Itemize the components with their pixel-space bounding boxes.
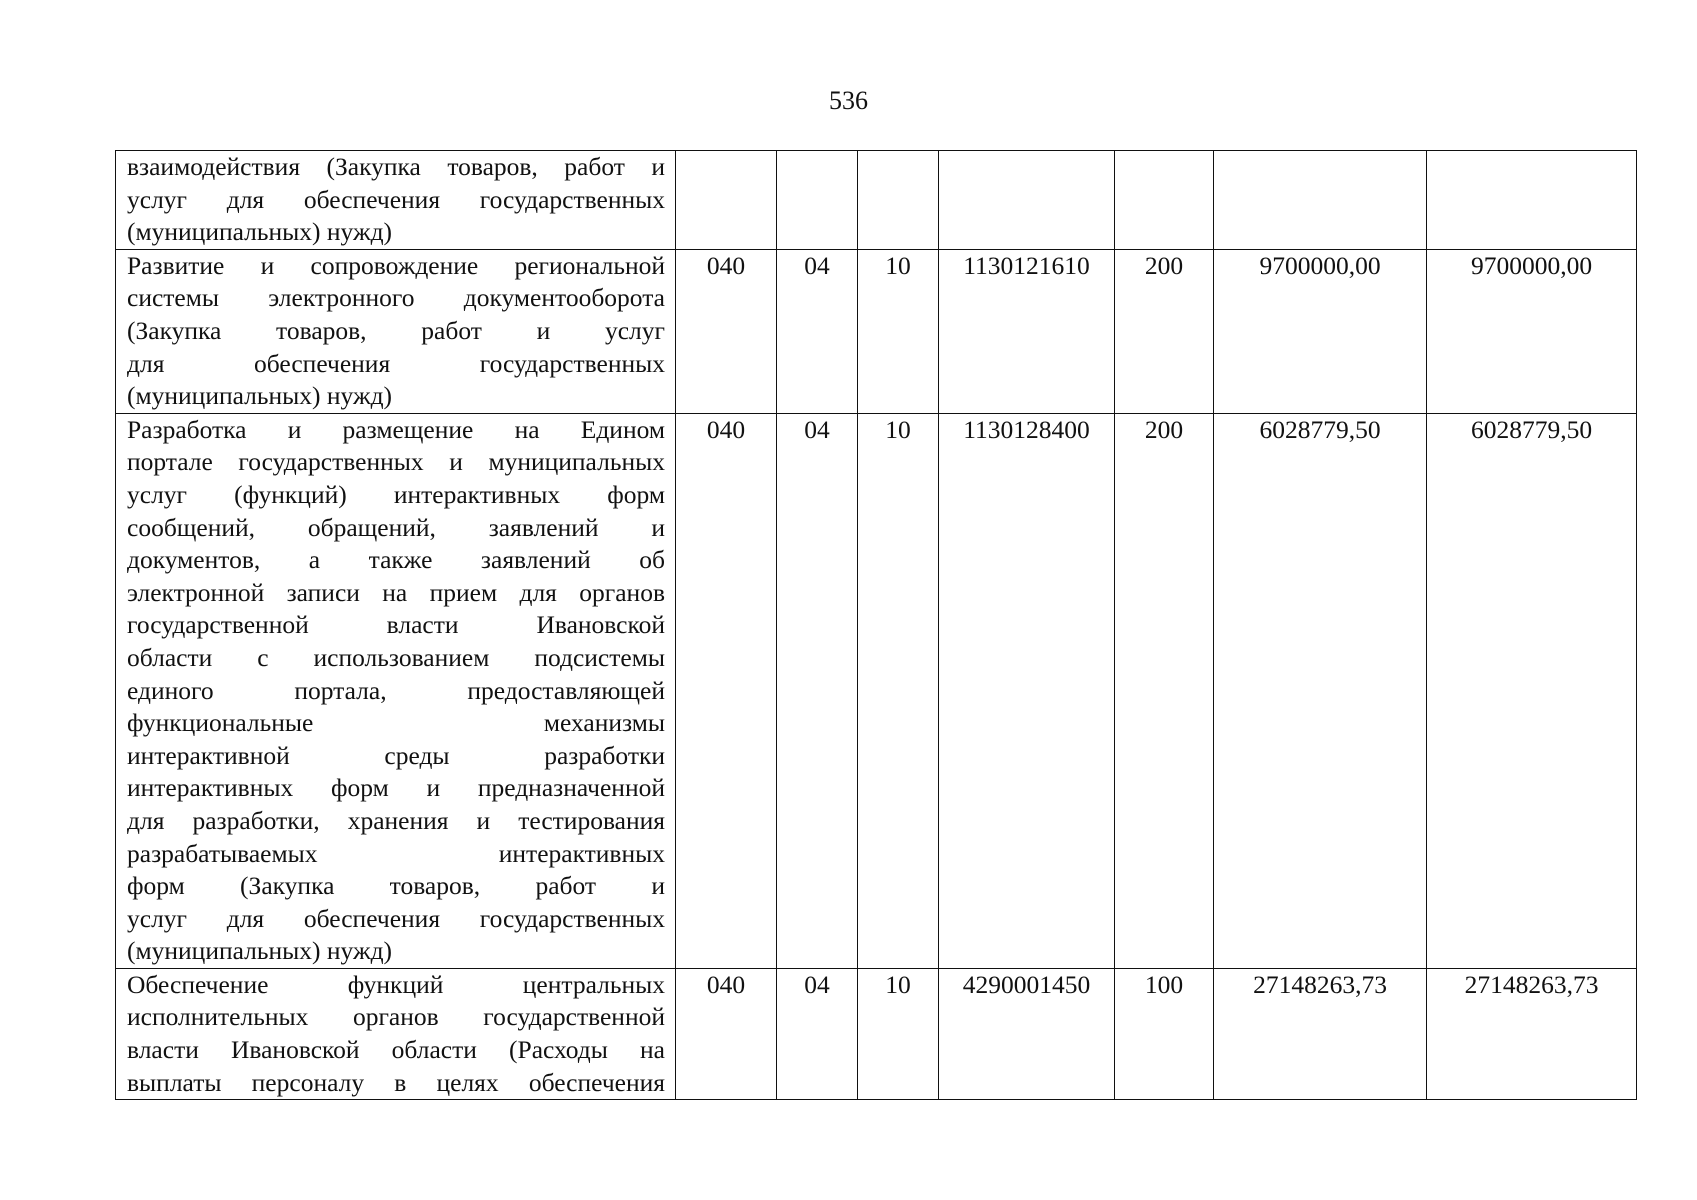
- description-line: системы электронного документооборота: [127, 283, 665, 313]
- page-number: 536: [829, 86, 868, 115]
- cell-subsection: [858, 151, 939, 250]
- description-line: портале государственных и муниципальных: [127, 447, 665, 477]
- budget-table: [115, 150, 1637, 1100]
- description-line: исполнительных органов государственной: [127, 1002, 665, 1032]
- description-line: власти Ивановской области (Расходы на: [127, 1035, 665, 1065]
- cell-code-admin: 040: [676, 413, 777, 968]
- description-line: (муниципальных) нужд): [127, 936, 393, 966]
- table-row: [116, 151, 1637, 250]
- cell-code-admin: [676, 151, 777, 250]
- description-line: разрабатываемых интерактивных: [127, 838, 665, 868]
- cell-amount-2: 6028779,50: [1427, 413, 1637, 968]
- description-line: Разработка и размещение на Едином: [127, 414, 665, 444]
- cell-expense-type: 100: [1115, 968, 1214, 1099]
- cell-code-admin: 040: [676, 968, 777, 1099]
- cell-target-article: 4290001450: [939, 968, 1115, 1099]
- cell-amount-1: 27148263,73: [1214, 968, 1427, 1099]
- cell-description: [116, 413, 676, 968]
- table-row: [116, 968, 1637, 1099]
- description-line: для обеспечения государственных: [127, 348, 665, 378]
- cell-amount-1: 9700000,00: [1214, 249, 1427, 413]
- description-line: услуг для обеспечения государственных: [127, 184, 665, 214]
- description-line: документов, а также заявлений об: [127, 545, 665, 575]
- description-line: (Закупка товаров, работ и услуг: [127, 315, 665, 345]
- cell-expense-type: 200: [1115, 413, 1214, 968]
- cell-code-admin: 040: [676, 249, 777, 413]
- description-line: интерактивной среды разработки: [127, 740, 665, 770]
- cell-section: [777, 151, 858, 250]
- description-line: для разработки, хранения и тестирования: [127, 805, 665, 835]
- cell-amount-2: [1427, 151, 1637, 250]
- cell-expense-type: 200: [1115, 249, 1214, 413]
- description-line: электронной записи на прием для органов: [127, 577, 665, 607]
- cell-section: 04: [777, 413, 858, 968]
- table-body: [116, 151, 1637, 1100]
- cell-amount-2: 9700000,00: [1427, 249, 1637, 413]
- cell-subsection: 10: [858, 968, 939, 1099]
- cell-expense-type: [1115, 151, 1214, 250]
- table-row: [116, 249, 1637, 413]
- cell-amount-2: 27148263,73: [1427, 968, 1637, 1099]
- cell-description: [116, 968, 676, 1099]
- table-row: [116, 413, 1637, 968]
- description-line: сообщений, обращений, заявлений и: [127, 512, 665, 542]
- description-line: (муниципальных) нужд): [127, 217, 393, 247]
- cell-section: 04: [777, 968, 858, 1099]
- description-line: услуг для обеспечения государственных: [127, 903, 665, 933]
- description-line: (муниципальных) нужд): [127, 381, 393, 411]
- description-line: единого портала, предоставляющей: [127, 675, 665, 705]
- description-line: интерактивных форм и предназначенной: [127, 773, 665, 803]
- description-line: Развитие и сопровождение региональной: [127, 250, 665, 280]
- description-line: выплаты персоналу в целях обеспечения: [127, 1067, 665, 1097]
- description-line: государственной власти Ивановской: [127, 610, 665, 640]
- cell-subsection: 10: [858, 249, 939, 413]
- description-line: услуг (функций) интерактивных форм: [127, 479, 665, 509]
- description-line: функциональные механизмы: [127, 708, 665, 738]
- cell-section: 04: [777, 249, 858, 413]
- description-line: форм (Закупка товаров, работ и: [127, 871, 665, 901]
- cell-subsection: 10: [858, 413, 939, 968]
- cell-amount-1: [1214, 151, 1427, 250]
- cell-target-article: 1130128400: [939, 413, 1115, 968]
- cell-target-article: [939, 151, 1115, 250]
- cell-amount-1: 6028779,50: [1214, 413, 1427, 968]
- cell-target-article: 1130121610: [939, 249, 1115, 413]
- description-line: Обеспечение функций центральных: [127, 969, 665, 999]
- cell-description: [116, 249, 676, 413]
- description-line: области с использованием подсистемы: [127, 642, 665, 672]
- cell-description: [116, 151, 676, 250]
- description-line: взаимодействия (Закупка товаров, работ и: [127, 152, 665, 181]
